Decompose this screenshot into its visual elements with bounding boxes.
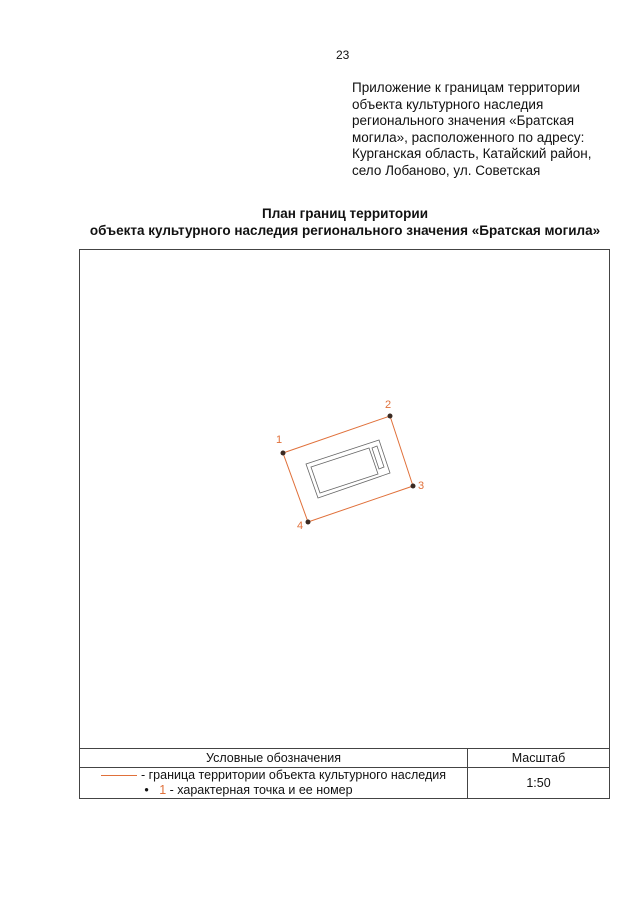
page-number: 23 — [336, 48, 350, 62]
appendix-line: Курганская область, Катайский район, — [352, 146, 592, 161]
point-label-2: 2 — [385, 399, 392, 411]
legend-header: Условные обозначения — [80, 749, 468, 768]
boundary-point-4 — [306, 520, 311, 525]
legend-boundary-row: - граница территории объекта культурного наследия — [80, 768, 467, 783]
appendix-line: Приложение к границам территории — [352, 80, 581, 95]
boundary-point-3 — [411, 484, 416, 489]
scale-header: Масштаб — [468, 749, 610, 768]
plan-title: План границ территории — [261, 206, 428, 221]
scale-value: 1:50 — [468, 768, 610, 799]
plan-subtitle: объекта культурного наследия регионального значения «Братская могила» — [89, 223, 601, 238]
point-label-4: 4 — [297, 520, 304, 532]
point-label-3: 3 — [418, 480, 425, 492]
legend-point-row: • 1 - характерная точка и ее номер — [144, 783, 353, 797]
boundary-point-1 — [281, 451, 286, 456]
appendix-line: село Лобаново, ул. Советская — [352, 162, 541, 178]
appendix-line: регионального значения «Братская — [352, 113, 575, 128]
boundary-line-sample — [101, 775, 137, 776]
appendix-line: объекта культурного наследия — [352, 96, 544, 112]
boundary-point-2 — [388, 414, 393, 419]
point-label-1: 1 — [276, 434, 283, 446]
appendix-line: могила», расположенного по адресу: — [352, 129, 585, 145]
monument-outline — [306, 440, 390, 498]
legend-table — [79, 748, 610, 799]
point-dot-icon: • — [144, 783, 149, 797]
territory-boundary — [283, 416, 413, 522]
